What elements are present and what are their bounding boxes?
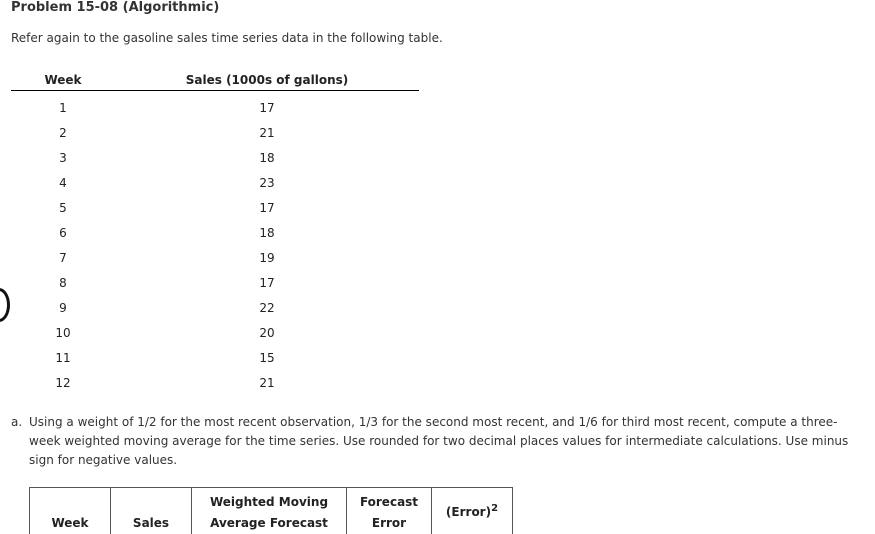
answer-week-label: Week [36,513,104,534]
sales-cell: 20 [115,320,419,345]
week-cell: 1 [11,91,115,121]
sales-cell: 18 [115,220,419,245]
week-cell: 8 [11,270,115,295]
answer-error-sq-exponent: 2 [491,503,498,514]
sales-data-table [11,70,419,395]
sales-cell: 15 [115,345,419,370]
week-cell: 12 [11,370,115,395]
answer-error-sq-label: (Error) [446,505,491,519]
answer-forecast-error-header [347,488,432,534]
sales-cell: 22 [115,295,419,320]
sales-table-header-row [11,70,419,91]
table-row [11,145,419,170]
week-cell: 11 [11,345,115,370]
question-a [11,413,856,470]
answer-table [29,487,513,534]
sales-cell: 17 [115,91,419,121]
table-row [11,295,419,320]
week-cell: 3 [11,145,115,170]
table-row [11,345,419,370]
week-cell: 9 [11,295,115,320]
sales-cell: 21 [115,120,419,145]
table-row [11,370,419,395]
sales-cell: 19 [115,245,419,270]
table-row [11,320,419,345]
side-circle-handle[interactable] [0,288,10,322]
answer-fe-label-line2: Error [353,513,425,534]
table-row [11,270,419,295]
question-a-text: Using a weight of 1/2 for the most recent observation, 1/3 for the second most recent, and 1/6 for third most recent, compute a three-week weighted moving average for the time series. Use rounded for two decimal places values for intermediate calculations. Use minus sign for negative values. [29,413,856,470]
sales-column-header: Sales (1000s of gallons) [115,70,419,91]
table-row [11,120,419,145]
table-row [11,220,419,245]
sales-cell: 17 [115,270,419,295]
week-cell: 10 [11,320,115,345]
answer-sales-header [111,488,192,534]
answer-sales-label: Sales [117,513,185,534]
week-cell: 7 [11,245,115,270]
question-a-label: a. [11,413,29,432]
table-row [11,170,419,195]
answer-wma-label-line1: Weighted Moving [198,492,340,513]
week-cell: 2 [11,120,115,145]
answer-table-header-row [30,488,513,534]
week-cell: 5 [11,195,115,220]
sales-cell: 21 [115,370,419,395]
answer-week-header [30,488,111,534]
sales-cell: 17 [115,195,419,220]
table-row [11,91,419,121]
answer-error-squared-header [432,488,513,534]
answer-wma-label-line2: Average Forecast [198,513,340,534]
table-row [11,245,419,270]
answer-wma-header [192,488,347,534]
answer-fe-label-line1: Forecast [353,492,425,513]
sales-cell: 23 [115,170,419,195]
week-column-header: Week [11,70,115,91]
problem-intro: Refer again to the gasoline sales time series data in the following table. [11,31,443,45]
table-row [11,195,419,220]
week-cell: 4 [11,170,115,195]
problem-title: Problem 15-08 (Algorithmic) [11,0,219,15]
sales-cell: 18 [115,145,419,170]
week-cell: 6 [11,220,115,245]
